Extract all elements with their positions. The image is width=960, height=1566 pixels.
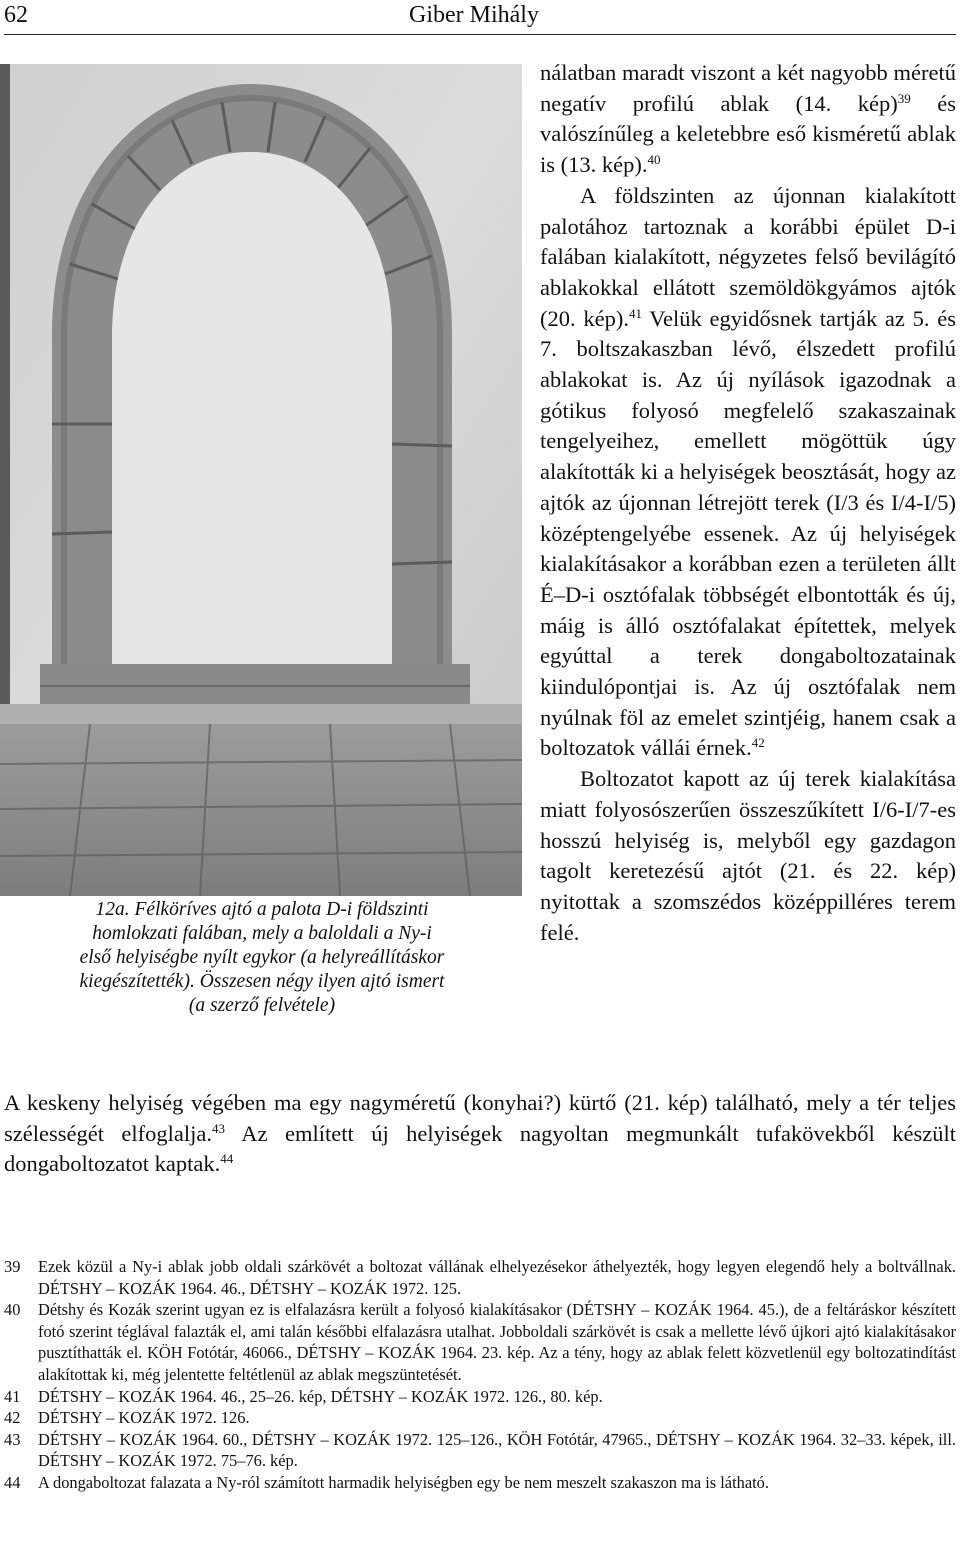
footnote-ref[interactable]: 40 (647, 152, 661, 168)
caption-line: első helyiségbe nyílt egykor (a helyreállításkor (79, 947, 445, 968)
footnote (4, 1407, 956, 1429)
body-column (540, 58, 956, 948)
footnote-number: 41 (4, 1386, 21, 1406)
footnote-text: Détshy és Kozák szerint ugyan ez is elfalazásra került a folyosó kialakításakor (DÉTSHY – KOZÁK 1964. 45.), de a feltáráskor készített fotó szerint téglával falazták el, ami talán későbbi elfalazásra utalhat. Jobboldali szárkövét is csak a mellette lévő újkori ajtó kialakításakor pusztíthatták el. KÖH Fotótár, 46066., DÉTSHY – KOZÁK 1964. 23. kép. Az a tény, hogy az ablak felett közvetlenül egy boltozatindítást alakítottak ki, még jelentette feltétlenül az ablak megszüntetését. (38, 1300, 956, 1384)
arched-doorway-photo (0, 64, 522, 896)
footnote-text: A dongaboltozat falazata a Ny-ról számított harmadik helyiségben egy be nem meszelt szakaszon ma is látható. (38, 1472, 769, 1492)
body-paragraph: A földszinten az újonnan kialakított palotához tartoznak a korábbi épület D-i falában kialakított, négyzetes felső bevilágító ablakokkal ellátott szemöldökgyámos ajtók (20. kép).$^{41}$ Velük egyidősnek tartják az 5. és 7. boltszakaszban lévő, élszedett profilú ablakokat is. Az új nyílások igazodnak a gótikus folyosó megfelelő szakaszainak tengelyeihez, emellett mögöttük úgy alakították ki a helyiségek beosztását, hogy az ajtók az újonnan létrejött terek (I/3 és I/4-I/5) középtengelyébe essenek. Az új helyiségek kialakításakor a korábban ezen a területen állt É–D-i osztófalak többségét elbontották és új, máig is álló osztófalakat építettek, melyek egyúttal a terek dongaboltozatainak kiindulópontjai is. Az új osztófalak nem nyúlnak föl az emelet szintjéig, hanem csak a boltozatok vállái érnek.$^{42}$ (540, 182, 956, 761)
footnote-text: DÉTSHY – KOZÁK 1964. 46., 25–26. kép, DÉTSHY – KOZÁK 1972. 126., 80. kép. (38, 1386, 603, 1406)
caption-line: (a szerző felvétele) (188, 995, 336, 1016)
footnote-text: Ezek közül a Ny-i ablak jobb oldali szárkövét a boltozat vállának elhelyezésekor áthelyezték, hogy legyen elegendő hely a boltvállnak. DÉTSHY – KOZÁK 1964. 46., DÉTSHY – KOZÁK 1972. 125. (38, 1257, 956, 1298)
figure-photo (0, 64, 522, 896)
footnote-number: 40 (4, 1300, 21, 1320)
page-number: 62 (4, 2, 28, 28)
caption-line: homlokzati falában, mely a baloldali a Ny-i (92, 923, 432, 944)
figure-caption (22, 898, 502, 1018)
body-paragraph: A keskeny helyiség végében ma egy nagyméretű (konyhai?) kürtő (21. kép) található, mely a tér teljes szélességét elfoglalja.$^{43}$ Az említett új helyiségek nagyoltan megmunkált tufakövekből készült dongaboltozatot kaptak.$^{44}$ (4, 1090, 956, 1177)
footnote-ref[interactable]: 44 (220, 1151, 234, 1167)
running-title: Giber Mihály (409, 2, 539, 28)
footnote-ref[interactable]: 39 (897, 90, 911, 106)
footnote (4, 1472, 956, 1494)
footnote (4, 1386, 956, 1408)
caption-line: 12a. Félköríves ajtó a palota D-i földszinti (95, 899, 429, 920)
footnote-ref[interactable]: 41 (628, 305, 642, 321)
footnote (4, 1429, 956, 1472)
body-paragraph: nálatban maradt viszont a két nagyobb méretű negatív profilú ablak (14. kép)$^{39}$ és valószínűleg a keletebbre eső kisméretű ablak is (13. kép).$^{40}$ (540, 60, 956, 178)
footnote-number: 43 (4, 1429, 21, 1449)
footnote-number: 39 (4, 1257, 21, 1276)
body-full-width (4, 1088, 956, 1180)
footnote-ref[interactable]: 43 (212, 1120, 226, 1136)
footnote-text: DÉTSHY – KOZÁK 1964. 60., DÉTSHY – KOZÁK 1972. 125–126., KÖH Fotótár, 47965., DÉTSHY – KOZÁK 1964. 32–33. képek, ill. DÉTSHY – KOZÁK 1972. 75–76. kép. (38, 1429, 956, 1471)
footnote (4, 1299, 956, 1385)
caption-line: kiegészítették). Összesen négy ilyen ajtó ismert (79, 971, 445, 992)
footnote (4, 1256, 956, 1299)
running-header (4, 0, 956, 35)
footnote-number: 44 (4, 1472, 21, 1492)
footnote-ref[interactable]: 42 (751, 735, 765, 751)
footnote-number: 42 (4, 1408, 21, 1428)
body-paragraph: Boltozatot kapott az új terek kialakítása miatt folyosószerűen összeszűkített I/6-I/7-es hosszú helyiség is, melyből egy gazdagon tagolt keretezésű ajtót (21. és 22. kép) nyitottak a szomszédos középpilléres terem felé. (540, 766, 956, 945)
footnote-text: DÉTSHY – KOZÁK 1972. 126. (38, 1408, 250, 1428)
footnotes (4, 1256, 956, 1494)
